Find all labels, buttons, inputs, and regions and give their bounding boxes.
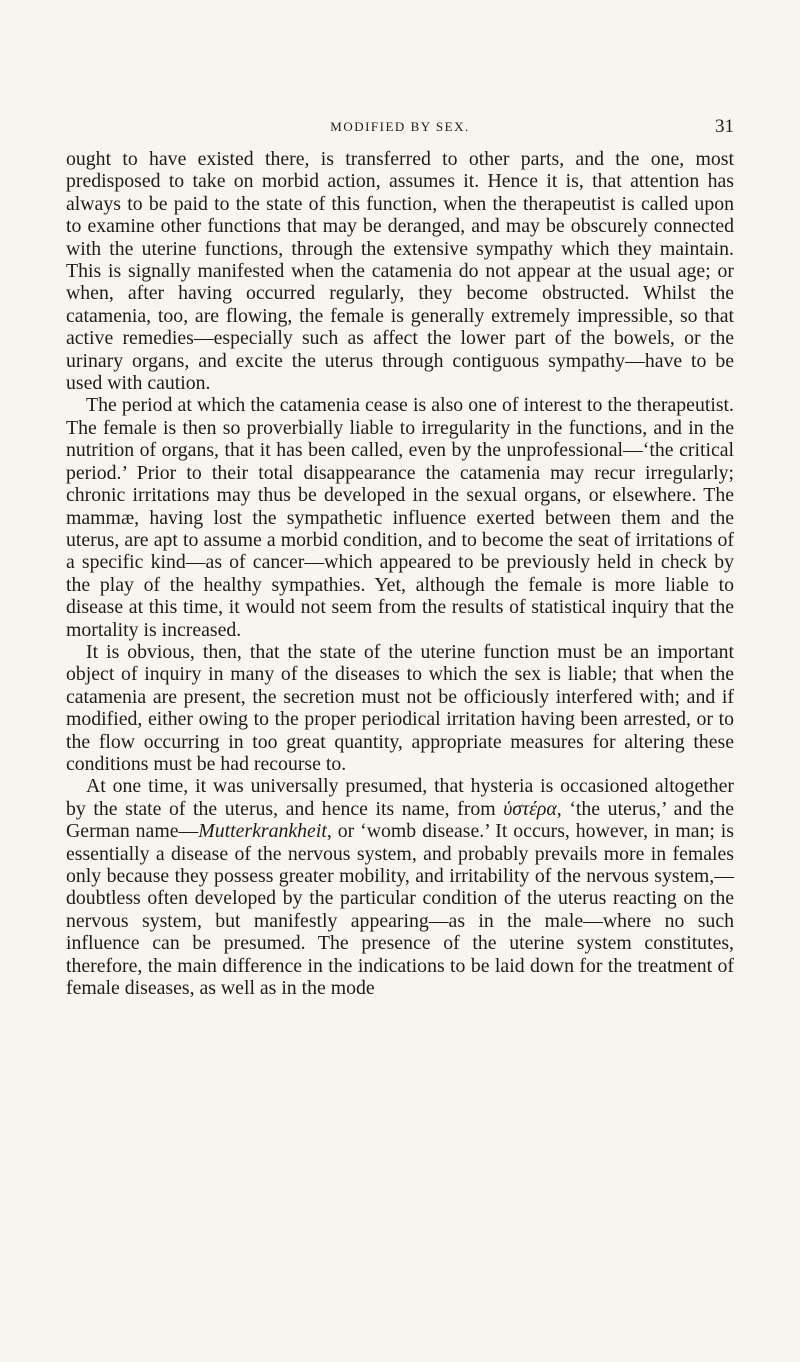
running-head [66, 116, 734, 138]
page-number: 31 [715, 116, 734, 137]
paragraph-text: It is obvious, then, that the state of the uterine function must be an important object of inquiry in many of the diseases to which the sex is liable; that when the catamenia are present, the secretion must not be officiously interfered with; and if modified, either owing to the proper periodical irritation having been arrested, or to the flow occurring in too great quantity, appropriate measures for altering these conditions must be had recourse to. [66, 640, 734, 775]
body-text [66, 148, 734, 999]
paragraph-text: , ‘the uterus,’ and the German name— [66, 797, 734, 843]
paragraph [66, 148, 734, 394]
paragraph-text: At one time, it was universally presumed, that hysteria is occasioned altogether by the state of the uterus, and hence its name, from [66, 775, 734, 820]
paragraph-text: , or ‘womb disease.’ It occurs, however, in man; is essentially a disease of the nervous system, and probably prevails more in females only because they possess greater mobility, and irritability of the nervous system,—doubtless often developed by the particular condition of the uterus reacting on the nervous system, but manifestly appearing—as in the male—where no such influence can be presumed. The presence of the uterine system constitutes, therefore, the main difference in the indications to be laid down for the treatment of female diseases, as well as in the mode [66, 820, 735, 1000]
paragraph-text: ought to have existed there, is transferred to other parts, and the one, most predisposed to take on morbid action, assumes it. Hence it is, that attention has always to be paid to the state of this function, when the therapeutist is called upon to examine other functions that may be deranged, and may be obscurely connected with the uterine functions, through the extensive sympathy which they maintain. This is signally manifested when the catamenia do not appear at the usual age; or when, after having occurred regularly, they become obstructed. Whilst the catamenia, too, are flowing, the female is generally extremely impressible, so that active remedies—especially such as affect the lower part of the bowels, or the urinary organs, and excite the uterus through contiguous sympathy—have to be used with caution. [66, 148, 734, 395]
german-term: Mutterkrankheit [198, 820, 327, 843]
paragraph [66, 775, 734, 999]
paragraph [66, 394, 734, 640]
greek-term: ὑστέρα [503, 797, 557, 820]
paragraph [66, 641, 734, 775]
running-title: MODIFIED BY SEX. [330, 119, 470, 134]
paragraph-text: The period at which the catamenia cease is also one of interest to the therapeutist. The female is then so proverbially liable to irregularity in the functions, and in the nutrition of organs, that it has been called, even by the unprofessional—‘the critical period.’ Prior to their total disappearance the catamenia may recur irregularly; chronic irritations may thus be developed in the sexual organs, or elsewhere. The mammæ, having lost the sympathetic influence exerted between them and the uterus, are apt to assume a morbid condition, and to become the seat of irritations of a specific kind—as of cancer—which appeared to be previously held in check by the play of the healthy sympathies. Yet, although the female is more liable to disease at this time, it would not seem from the results of statistical inquiry that the mortality is increased. [66, 394, 734, 641]
